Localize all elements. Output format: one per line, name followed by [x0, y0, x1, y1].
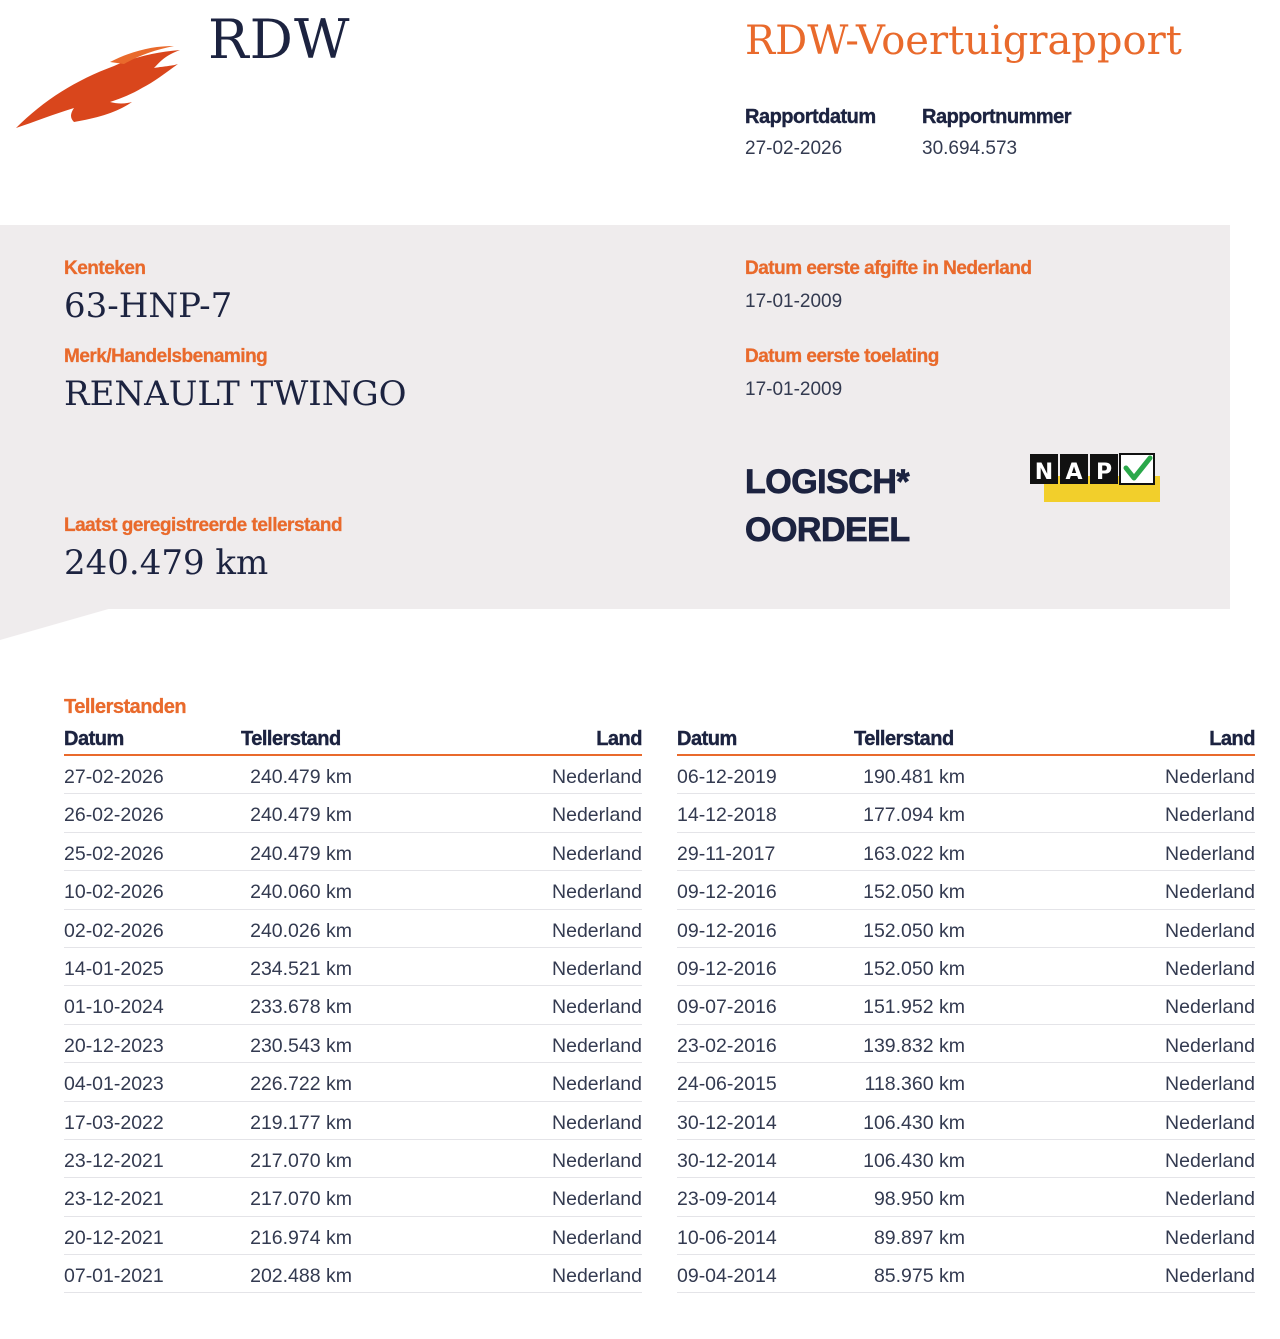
cell-country: Nederland	[1165, 1073, 1255, 1096]
cell-reading: 240.060 km	[250, 881, 352, 904]
column-header-reading: Tellerstand	[854, 728, 954, 750]
cell-country: Nederland	[552, 1149, 642, 1172]
report-date-label: Rapportdatum	[745, 106, 876, 128]
cell-reading: 118.360 km	[864, 1073, 965, 1096]
cell-date: 09-12-2016	[677, 919, 777, 942]
table-row	[677, 794, 1255, 832]
plate-block	[64, 258, 232, 326]
report-date-value: 27-02-2026	[745, 138, 843, 159]
readings-table-left	[64, 728, 642, 1293]
table-row	[677, 1025, 1255, 1063]
cell-date: 09-12-2016	[677, 881, 777, 904]
first-admission-block	[745, 346, 939, 401]
cell-date: 26-02-2026	[64, 804, 164, 827]
plate-label: Kenteken	[64, 258, 146, 279]
cell-country: Nederland	[552, 1226, 642, 1249]
cell-date: 30-12-2014	[677, 1149, 777, 1172]
cell-country: Nederland	[552, 766, 642, 788]
cell-reading: 163.022 km	[863, 842, 965, 865]
table-row	[677, 910, 1255, 948]
report-number-label: Rapportnummer	[922, 106, 1072, 128]
cell-country: Nederland	[552, 881, 642, 904]
cell-date: 14-12-2018	[677, 804, 777, 827]
table-row	[677, 756, 1255, 794]
table-row	[677, 1102, 1255, 1140]
cell-date: 01-10-2024	[64, 996, 164, 1019]
table-row	[64, 948, 642, 986]
table-row	[64, 1178, 642, 1216]
cell-date: 23-09-2014	[677, 1188, 777, 1211]
table-row	[64, 910, 642, 948]
cell-reading: 217.070 km	[250, 1188, 352, 1211]
cell-country: Nederland	[552, 919, 642, 942]
cell-reading: 106.430 km	[863, 1149, 965, 1172]
table-row	[64, 1255, 642, 1293]
table-row	[64, 756, 642, 794]
cell-country: Nederland	[1165, 804, 1255, 827]
column-header-reading: Tellerstand	[241, 728, 341, 750]
nap-letter-a: A	[1065, 460, 1083, 485]
cell-reading: 240.479 km	[250, 766, 352, 788]
report-number-value: 30.694.573	[922, 138, 1018, 159]
cell-country: Nederland	[552, 957, 642, 980]
report-title: RDW-Voertuigrapport	[745, 18, 1182, 64]
cell-reading: 152.050 km	[863, 957, 965, 980]
cell-reading: 230.543 km	[250, 1034, 352, 1057]
make-block	[64, 346, 407, 414]
make-value: RENAULT TWINGO	[64, 374, 407, 414]
cell-date: 20-12-2021	[64, 1226, 164, 1249]
first-issue-label: Datum eerste afgifte in Nederland	[745, 258, 1032, 279]
column-header-country: Land	[1209, 728, 1255, 750]
brand-name: RDW	[208, 8, 351, 71]
odometer-block	[64, 515, 342, 583]
table-row	[677, 986, 1255, 1024]
cell-country: Nederland	[552, 804, 642, 827]
first-admission-value: 17-01-2009	[745, 379, 843, 400]
cell-reading: 226.722 km	[250, 1073, 352, 1096]
cell-country: Nederland	[1165, 881, 1255, 904]
cell-reading: 234.521 km	[250, 957, 352, 980]
table-row	[677, 1063, 1255, 1101]
cell-reading: 217.070 km	[250, 1149, 352, 1172]
cell-country: Nederland	[1165, 842, 1255, 865]
cell-reading: 202.488 km	[250, 1265, 352, 1288]
cell-date: 17-03-2022	[64, 1111, 164, 1134]
make-label: Merk/Handelsbenaming	[64, 346, 268, 367]
table-row	[677, 948, 1255, 986]
cell-country: Nederland	[1165, 1149, 1255, 1172]
cell-date: 23-02-2016	[677, 1034, 777, 1057]
nap-verdict	[745, 458, 910, 554]
cell-date: 30-12-2014	[677, 1111, 777, 1134]
cell-reading: 177.094 km	[863, 804, 965, 827]
table-row	[677, 1255, 1255, 1293]
rdw-logo-icon	[14, 42, 184, 134]
nap-check-icon	[1030, 452, 1160, 504]
cell-reading: 219.177 km	[250, 1111, 352, 1134]
cell-reading: 190.481 km	[863, 766, 965, 788]
cell-date: 25-02-2026	[64, 842, 164, 865]
cell-country: Nederland	[552, 1034, 642, 1057]
cell-reading: 85.975 km	[873, 1265, 965, 1288]
table-row	[64, 871, 642, 909]
cell-reading: 151.952 km	[863, 996, 965, 1019]
column-header-country: Land	[596, 728, 642, 750]
table-row	[64, 794, 642, 832]
table-row	[677, 871, 1255, 909]
verdict-line-2: OORDEEL	[745, 511, 910, 549]
cell-date: 09-07-2016	[677, 996, 777, 1019]
cell-country: Nederland	[1165, 1226, 1255, 1249]
table-body	[677, 756, 1255, 1293]
first-issue-value: 17-01-2009	[745, 291, 843, 312]
cell-date: 07-01-2021	[64, 1265, 164, 1288]
cell-country: Nederland	[552, 1111, 642, 1134]
cell-country: Nederland	[1165, 996, 1255, 1019]
cell-country: Nederland	[552, 842, 642, 865]
cell-date: 04-01-2023	[64, 1073, 164, 1096]
cell-reading: 139.832 km	[863, 1034, 965, 1057]
cell-country: Nederland	[552, 1073, 642, 1096]
table-body	[64, 756, 642, 1293]
cell-date: 06-12-2019	[677, 766, 777, 788]
table-row	[64, 1217, 642, 1255]
cell-date: 24-06-2015	[677, 1073, 777, 1096]
cell-reading: 233.678 km	[250, 996, 352, 1019]
cell-country: Nederland	[552, 1188, 642, 1211]
odometer-value: 240.479 km	[64, 543, 269, 583]
table-header	[64, 728, 642, 756]
table-row	[64, 1102, 642, 1140]
cell-country: Nederland	[1165, 766, 1255, 788]
cell-date: 10-02-2026	[64, 881, 164, 904]
first-admission-label: Datum eerste toelating	[745, 346, 939, 367]
cell-reading: 240.479 km	[250, 842, 352, 865]
cell-country: Nederland	[1165, 1188, 1255, 1211]
cell-date: 27-02-2026	[64, 766, 164, 788]
cell-reading: 98.950 km	[873, 1188, 965, 1211]
table-row	[64, 986, 642, 1024]
nap-letter-n: N	[1034, 460, 1054, 485]
column-header-date: Datum	[677, 728, 737, 750]
first-issue-block	[745, 258, 1032, 313]
report-date-block	[745, 106, 876, 160]
cell-reading: 240.026 km	[250, 919, 352, 942]
table-row	[64, 1140, 642, 1178]
nap-letter-p: P	[1095, 460, 1113, 485]
column-header-date: Datum	[64, 728, 124, 750]
cell-country: Nederland	[552, 996, 642, 1019]
table-row	[677, 1140, 1255, 1178]
cell-country: Nederland	[1165, 1034, 1255, 1057]
plate-value: 63-HNP-7	[64, 286, 233, 326]
table-row	[677, 1178, 1255, 1216]
cell-date: 09-04-2014	[677, 1265, 777, 1288]
cell-reading: 106.430 km	[863, 1111, 965, 1134]
cell-date: 14-01-2025	[64, 957, 164, 980]
table-header	[677, 728, 1255, 756]
cell-reading: 240.479 km	[250, 804, 352, 827]
cell-country: Nederland	[1165, 1111, 1255, 1134]
verdict-line-1: LOGISCH*	[745, 463, 910, 501]
cell-date: 23-12-2021	[64, 1188, 164, 1211]
cell-reading: 89.897 km	[873, 1226, 965, 1249]
cell-country: Nederland	[1165, 957, 1255, 980]
cell-date: 02-02-2026	[64, 919, 164, 942]
report-number-block	[922, 106, 1071, 160]
readings-table-right	[677, 728, 1255, 1293]
odometer-label: Laatst geregistreerde tellerstand	[64, 515, 343, 536]
cell-reading: 152.050 km	[863, 881, 965, 904]
cell-date: 29-11-2017	[677, 842, 776, 865]
cell-country: Nederland	[1165, 919, 1255, 942]
cell-date: 23-12-2021	[64, 1149, 164, 1172]
cell-date: 09-12-2016	[677, 957, 777, 980]
cell-reading: 216.974 km	[250, 1226, 352, 1249]
cell-country: Nederland	[1165, 1265, 1255, 1288]
cell-date: 10-06-2014	[677, 1226, 777, 1249]
table-row	[64, 833, 642, 871]
cell-reading: 152.050 km	[863, 919, 965, 942]
cell-date: 20-12-2023	[64, 1034, 164, 1057]
table-row	[677, 833, 1255, 871]
table-row	[677, 1217, 1255, 1255]
table-row	[64, 1063, 642, 1101]
readings-section-title: Tellerstanden	[64, 696, 187, 718]
table-row	[64, 1025, 642, 1063]
cell-country: Nederland	[552, 1265, 642, 1288]
panel-tail-decoration	[0, 608, 112, 640]
